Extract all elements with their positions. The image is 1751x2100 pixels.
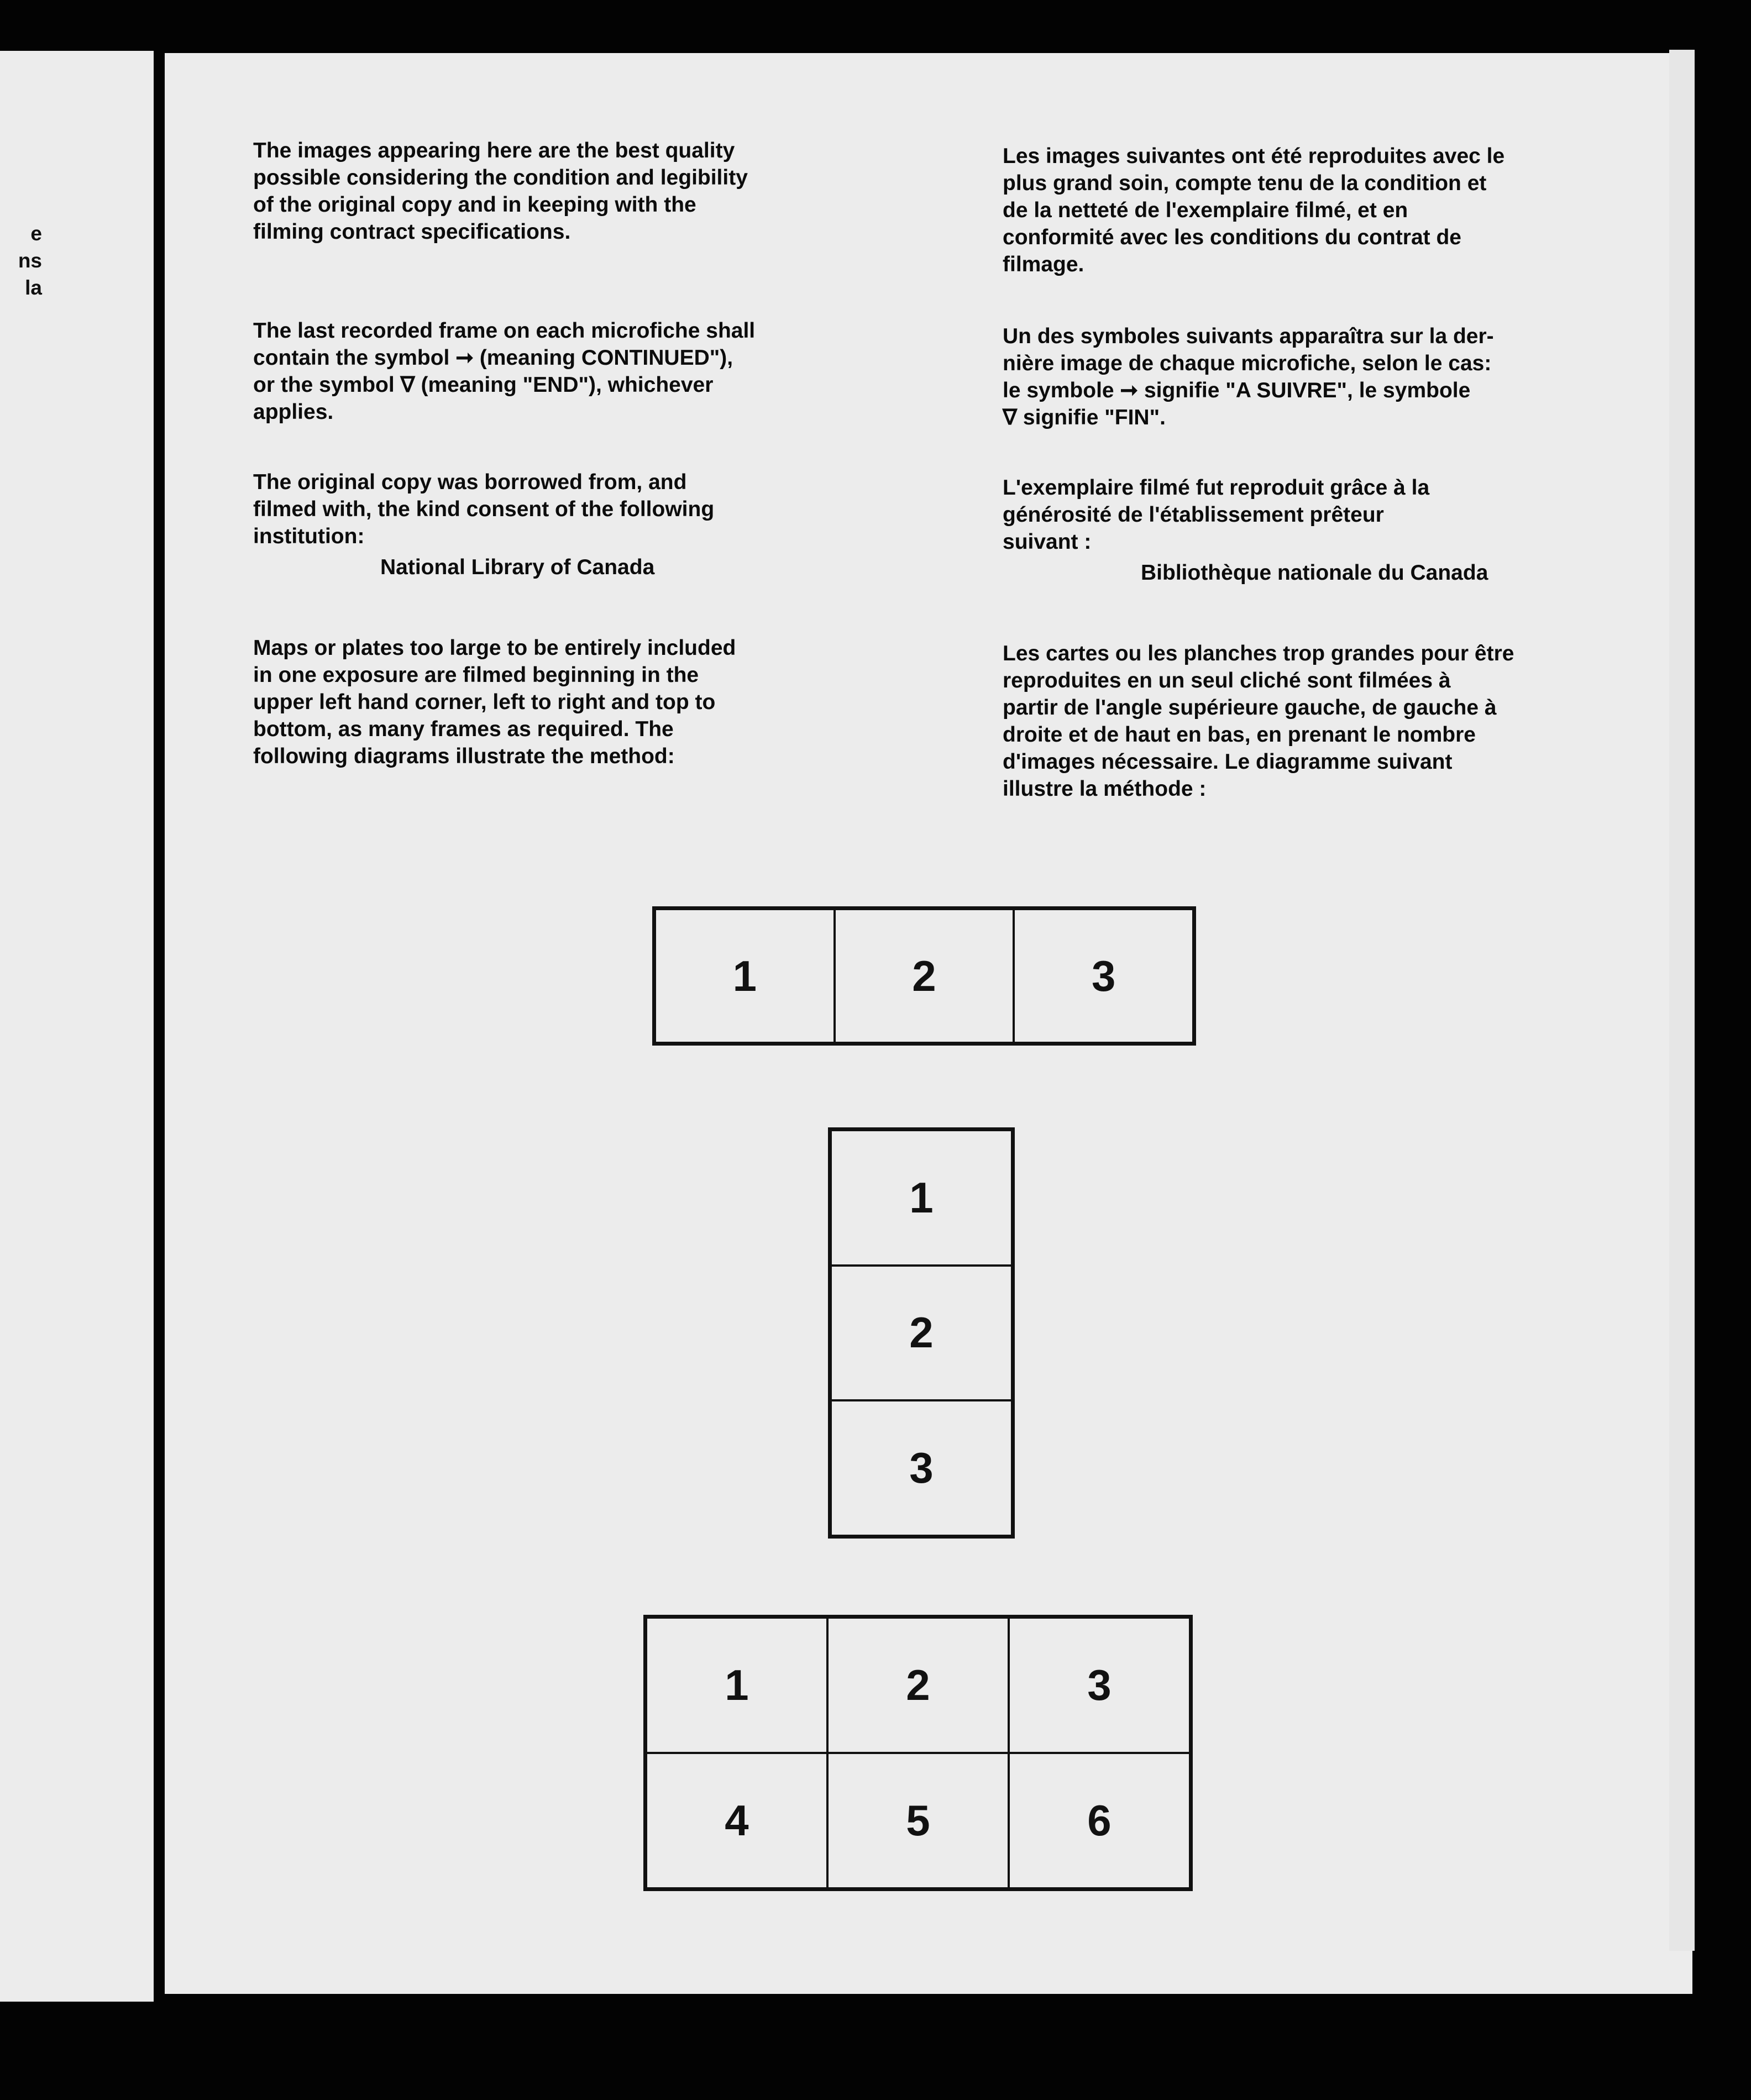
french-quality-paragraph: Les images suivantes ont été reproduites avec le plus grand soin, compte tenu de la condition et de la netteté de l'exemplaire filmé, et en conformité avec les conditions du contrat de filmage. [1003,144,1505,276]
adjacent-frame-strip [0,51,154,2002]
fragment-line: ns [18,249,42,272]
french-institution-name: Bibliothèque nationale du Canada [1141,561,1488,585]
french-maps-paragraph: Les cartes ou les planches trop grandes pour être reproduites en un seul cliché sont filmées à partir de l'angle supérieure gauche, de gauche à droite et de haut en bas, en prenant le nombre d'images nécessaire. Le diagramme suivant illustre la méthode : [1003,642,1514,801]
french-institution-paragraph: L'exemplaire filmé fut reproduit grâce à la générosité de l'établissement prêteur suivant : [1003,476,1430,554]
frame-cell: 6 [1009,1753,1190,1888]
english-symbol-paragraph: The last recorded frame on each microfiche shall contain the symbol ➞ (meaning CONTINUED"), or the symbol ∇ (meaning "END"), whichever applies. [253,319,756,424]
english-institution-paragraph: The original copy was borrowed from, and filmed with, the kind consent of the following institution: [253,470,715,548]
frame-cell: 3 [1014,909,1193,1043]
english-quality-paragraph: The images appearing here are the best quality possible considering the condition and legibility of the original copy and in keeping with the filming contract specifications. [253,139,748,244]
english-maps-paragraph: Maps or plates too large to be entirely included in one exposure are filmed beginning in the upper left hand corner, left to right and top to bottom, as many frames as required. The following diagrams illustrate the method: [253,636,736,768]
film-edge [1669,50,1695,1951]
frame-cell: 1 [646,1618,827,1753]
adjacent-frame-text [9,220,42,301]
diagram-horizontal-frames [652,906,1196,1046]
frame-cell: 4 [646,1753,827,1888]
frame-cell: 1 [831,1130,1012,1266]
fragment-line: e [30,222,42,245]
french-symbol-paragraph: Un des symboles suivants apparaîtra sur la der- nière image de chaque microfiche, selon le cas: le symbole ➞ signifie "A SUIVRE", le symbole ∇ signifie "FIN". [1003,324,1494,429]
frame-cell: 2 [835,909,1014,1043]
frame-cell: 1 [655,909,835,1043]
fragment-line: la [25,276,42,299]
frame-cell: 3 [831,1400,1012,1536]
frame-cell: 2 [831,1266,1012,1401]
diagram-grid-frames [643,1615,1193,1891]
frame-cell: 5 [827,1753,1009,1888]
frame-cell: 3 [1009,1618,1190,1753]
diagram-vertical-frames [828,1127,1015,1539]
frame-cell: 2 [827,1618,1009,1753]
english-institution-name: National Library of Canada [380,555,655,579]
